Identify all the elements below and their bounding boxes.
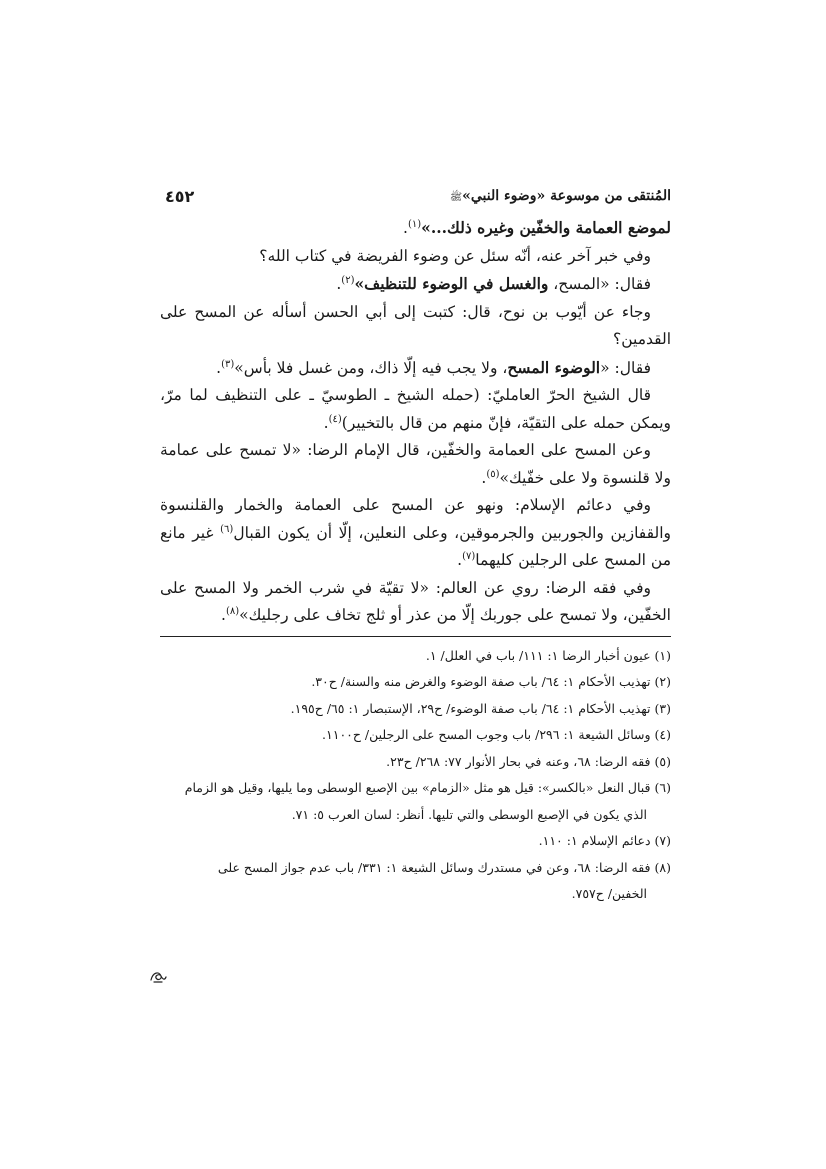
footnote-4: (٤) وسائل الشيعة ١: ٢٩٦/ باب وجوب المسح على الرجلين/ ح١١٠٠. [322,727,671,742]
footnote-ref-7: (٧) [462,550,476,562]
footnote-separator [160,636,671,637]
main-text [160,214,671,908]
paragraph-1: لموضع العمامة والخفّين وغيره ذلك...»$^{(١)}$. [403,218,671,237]
paragraph-3: فقال: «المسح، والغسل في الوضوء للتنظيف»$^{(٢)}$. [336,274,651,293]
quote-continuation: لموضع العمامة والخفّين وغيره ذلك...» [421,218,671,237]
header-title-group [450,188,671,205]
footnote-ref-5: (٥) [486,468,500,480]
paragraph-5-text-b: ، ولا يجب فيه إلّا ذاك، ومن غسل فلا بأس» [234,358,508,377]
footnote-7: (٧) دعائم الإسلام ١: ١١٠. [538,833,671,848]
paragraph-5-text-a: فقال: « [600,358,651,377]
paragraph-5: فقال: «الوضوء المسح، ولا يجب فيه إلّا ذاك، ومن غسل فلا بأس»$^{(٣)}$. [216,357,651,377]
paragraph-6-text: قال الشيخ الحرّ العامليّ: (حمله الشيخ ـ الطوسيّ ـ على التنظيف لما مرّ، ويمكن حمله على التقيّة، فإنّ منهم من قال بالتخيير) [160,386,671,432]
footnote-ref-3: (٣) [221,358,235,370]
header-title: المُنتقى من موسوعة «وضوء النبي» [462,187,671,204]
footnote-5: (٥) فقه الرضا: ٦٨، وعنه في بحار الأنوار ٧٧: ٢٦٨/ ح٢٣. [386,753,671,769]
footnote-8-continued: الخفين/ ح٧٥٧. [571,886,647,901]
running-header [165,183,671,209]
footnote-ref-4: (٤) [328,413,342,425]
paragraph-4 [160,299,671,354]
footnote-ref-8: (٨) [225,605,240,617]
paragraph-4-text: وجاء عن أيّوب بن نوح، قال: كتبت إلى أبي الحسن أسأله عن المسح على القدمين؟ [160,302,671,348]
paragraph-7-text: وعن المسح على العمامة والخفّين، قال الإمام الرضا: «لا تمسح على عمامة ولا قلنسوة ولا على خفّيك» [160,441,671,487]
paragraph-2-text: وفي خبر آخر عنه، أنّه سئل عن وضوء الفريضة في كتاب الله؟ [259,246,651,265]
footnote-6: (٦) قبال النعل «بالكسر»: قيل هو مثل «الزمام» بين الإصبع الوسطى وما يليها، وقيل هو الزمام [184,780,671,795]
paragraph-6: قال الشيخ الحرّ العامليّ: (حمله الشيخ ـ الطوسيّ ـ على التنظيف لما مرّ، ويمكن حمله على التقيّة، فإنّ منهم من قال بالتخيير)$^{(٤)}$. [160,386,671,432]
paragraph-9: وفي فقه الرضا: روي عن العالم: «لا تقيّة في شرب الخمر ولا المسح على الخفّين، ولا تمسح على جوربك إلّا من عذر أو ثلج تخاف على رجليك»$^{(٨)}$. [160,578,671,624]
footnote-1: (١) عيون أخبار الرضا ١: ١١١/ باب في العلل/ ١. [425,647,671,663]
paragraph-7: وعن المسح على العمامة والخفّين، قال الإمام الرضا: «لا تمسح على عمامة ولا قلنسوة ولا على خفّيك»$^{(٥)}$. [160,441,671,487]
paragraph-9-text: وفي فقه الرضا: روي عن العالم: «لا تقيّة في شرب الخمر ولا المسح على الخفّين، ولا تمسح على جوربك إلّا من عذر أو ثلج تخاف على رجليك» [160,578,671,624]
footnote-8: (٨) فقه الرضا: ٦٨، وعن في مستدرك وسائل الشيعة ١: ٣٣١/ باب عدم جواز المسح على [217,859,671,875]
page-ornament-icon [148,968,168,986]
paragraph-2 [160,243,671,271]
footnote-3: (٣) تهذيب الأحكام ١: ٦٤/ باب صفة الوضوء/ ح٢٩، الإستبصار ١: ٦٥/ ح١٩٥. [290,700,671,716]
footnote-2: (٢) تهذيب الأحكام ١: ٦٤/ باب صفة الوضوء والغرض منه والسنة/ ح٣٠. [311,674,671,689]
paragraph-8-text-b: غير مانع من المسح على الرجلين كليهما [160,523,671,569]
paragraph-8-text-a: وفي دعائم الإسلام: ونهو عن المسح على العمامة والخمار والقلنسوة والقفازين والجوربين والجرموقين، وعلى النعلين، إلّا أن يكون القبال [160,496,671,542]
page-number: ٤٥٢ [165,186,195,206]
footnote-ref-1: (١) [407,218,422,230]
honorific-glyph: ﷺ [450,191,463,203]
paragraph-3-text: فقال: «المسح، [548,275,651,293]
paragraph-3-bold: والغسل في الوضوء للتنظيف» [354,274,549,293]
footnote-ref-6: (٦) [220,523,234,535]
footnote-ref-2: (٢) [341,274,355,286]
footnote-6-continued: الذي يكون في الإصبع الوسطى والتي تليها. أنظر: لسان العرب ٥: ٧١. [291,806,647,822]
paragraph-8: وفي دعائم الإسلام: ونهو عن المسح على العمامة والخمار والقلنسوة والقفازين والجوربين والجرموقين، وعلى النعلين، إلّا أن يكون القبال$^{(٦)}$ غير مانع من المسح على الرجلين كليهما$^{(٧)}$. [160,496,671,569]
footnotes [160,643,671,908]
paragraph-5-bold: الوضوء المسح [507,357,601,377]
